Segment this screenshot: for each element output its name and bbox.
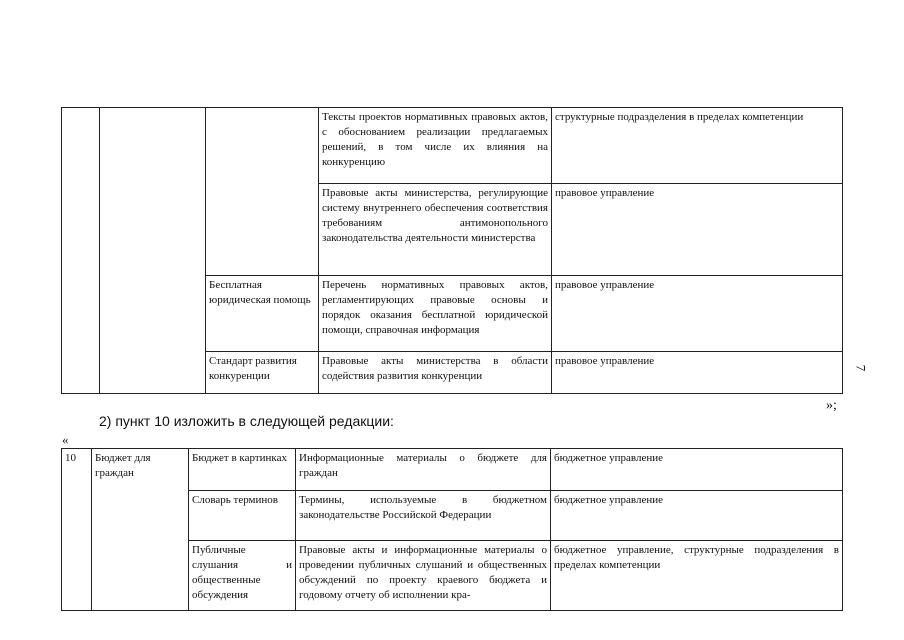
responsible-cell: бюджетное управление bbox=[551, 449, 843, 491]
content-cell: Правовые акты министерства, регулирующие систему внутреннего обеспечения соответствия требованиям антимонопольного законодательства деятельности министерства bbox=[319, 184, 552, 276]
content-cell: Правовые акты и информационные материалы о проведении публичных слушаний и общественных обсуждений по проекту краевого бюджета и годовому отчету об исполнении кра- bbox=[296, 541, 551, 611]
responsible-cell: правовое управление bbox=[552, 276, 843, 352]
subsection-cell: Бюджет в картинках bbox=[189, 449, 296, 491]
section-cell: Бюджет для граждан bbox=[92, 449, 189, 611]
number-cell bbox=[62, 108, 100, 394]
subsection-cell: Стандарт развития конкуренции bbox=[206, 352, 319, 394]
number-cell: 10 bbox=[62, 449, 92, 611]
responsible-cell: правовое управление bbox=[552, 352, 843, 394]
bottom-table bbox=[61, 448, 843, 611]
responsible-cell: бюджетное управление bbox=[551, 491, 843, 541]
content-cell: Правовые акты министерства в области содействия развития конкуренции bbox=[319, 352, 552, 394]
responsible-cell: правовое управление bbox=[552, 184, 843, 276]
subsection-cell: Словарь терминов bbox=[189, 491, 296, 541]
closing-quote: »; bbox=[826, 398, 837, 413]
content-cell: Термины, используемые в бюджетном законодательстве Российской Федерации bbox=[296, 491, 551, 541]
subsection-cell: Бесплатная юридическая помощь bbox=[206, 276, 319, 352]
top-table bbox=[61, 107, 843, 394]
responsible-cell: бюджетное управление, структурные подразделения в пределах компетенции bbox=[551, 541, 843, 611]
table-row bbox=[62, 108, 843, 184]
responsible-cell: структурные подразделения в пределах компетенции bbox=[552, 108, 843, 184]
subsection-cell bbox=[206, 108, 319, 276]
content-cell: Перечень нормативных правовых актов, регламентирующих правовые основы и порядок оказания бесплатной юридической помощи, справочная информация bbox=[319, 276, 552, 352]
page-number: 7 bbox=[853, 364, 869, 372]
content-cell: Тексты проектов нормативных правовых актов, с обоснованием реализации предлагаемых решений, в том числе их влияния на конкуренцию bbox=[319, 108, 552, 184]
table-row bbox=[62, 449, 843, 491]
opening-quote: « bbox=[62, 432, 69, 447]
subsection-cell: Публичные слушания и общественные обсуждения bbox=[189, 541, 296, 611]
section-cell bbox=[100, 108, 206, 394]
amendment-text: 2) пункт 10 изложить в следующей редакции: bbox=[99, 413, 394, 429]
content-cell: Информационные материалы о бюджете для граждан bbox=[296, 449, 551, 491]
